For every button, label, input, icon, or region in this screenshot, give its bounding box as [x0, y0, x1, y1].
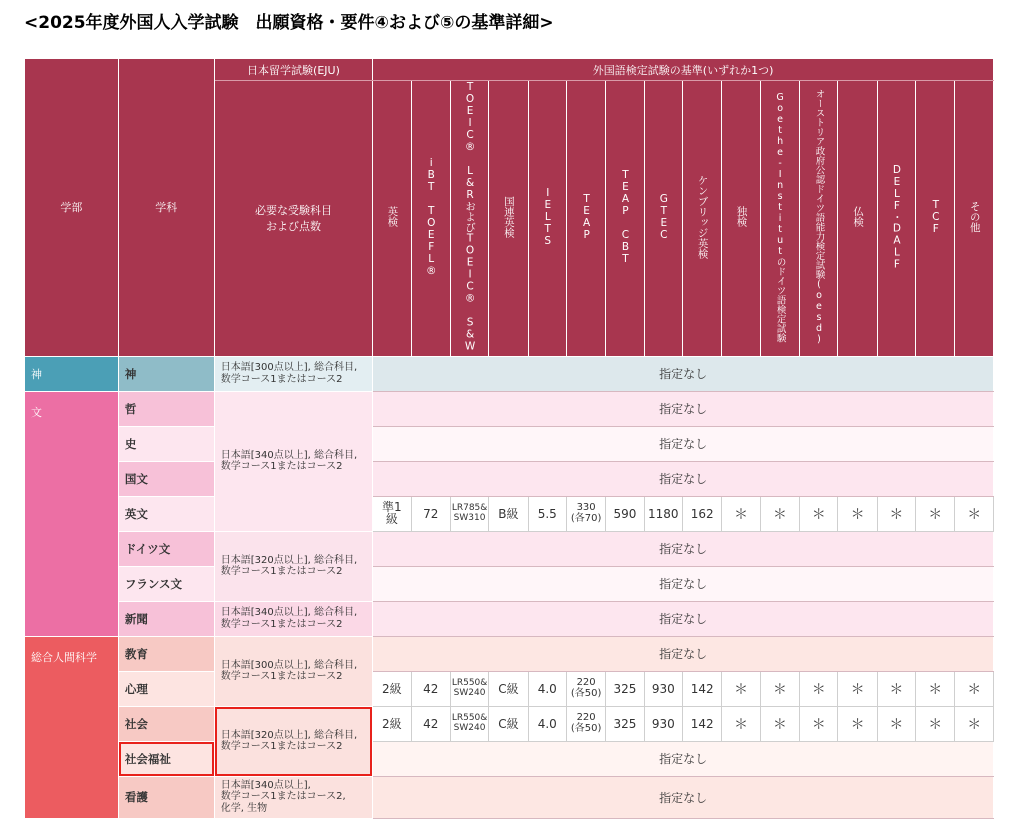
- page-title: <2025年度外国人入学試験 出願資格・要件④および⑤の基準詳細>: [24, 13, 554, 33]
- department-header: 学科: [118, 59, 214, 357]
- score-cambridge: 142: [682, 706, 721, 741]
- test-header-goethe: Goethe-Institutのドイツ語検定試験: [760, 81, 799, 357]
- dept-kokubun: 国文: [118, 461, 214, 496]
- score-toefl: 42: [411, 706, 450, 741]
- score-futsuken: ＊: [838, 671, 877, 706]
- score-teap: 330 (各70): [566, 496, 605, 531]
- score-eiken: 2級: [373, 671, 411, 706]
- eju-kami: 日本語[300点以上], 総合科目, 数学コース1またはコース2: [214, 356, 372, 391]
- dept-kango: 看護: [118, 776, 214, 818]
- no-designation: 指定なし: [373, 391, 994, 426]
- score-goethe: ＊: [760, 706, 799, 741]
- score-unef: C級: [489, 671, 528, 706]
- score-eiken: 2級: [373, 706, 411, 741]
- score-tcf: ＊: [916, 496, 955, 531]
- score-ielts: 4.0: [528, 706, 566, 741]
- score-gtec: 1180: [644, 496, 682, 531]
- no-designation: 指定なし: [373, 776, 994, 818]
- score-delf: ＊: [877, 496, 915, 531]
- score-other: ＊: [955, 671, 994, 706]
- score-ielts: 4.0: [528, 671, 566, 706]
- test-header-toeic: TOEIC® L&RおよびTOEIC® S&W: [450, 81, 488, 357]
- score-unef: C級: [489, 706, 528, 741]
- score-other: ＊: [955, 496, 994, 531]
- score-toefl: 42: [411, 671, 450, 706]
- score-teap: 220 (各50): [566, 706, 605, 741]
- test-header-futsuken: 仏検: [838, 81, 877, 357]
- no-designation: 指定なし: [373, 636, 994, 671]
- score-tcf: ＊: [916, 706, 955, 741]
- eju-group-header: 日本留学試験(EJU): [214, 59, 372, 81]
- score-toeic: LR550& SW240: [450, 671, 488, 706]
- test-header-ielts: IELTS: [528, 81, 566, 357]
- faculty-sogo: 総合人間科学: [25, 636, 119, 818]
- dept-shi: 史: [118, 426, 214, 461]
- test-header-teap: TEAP: [566, 81, 605, 357]
- no-designation: 指定なし: [373, 356, 994, 391]
- test-header-gtec: GTEC: [644, 81, 682, 357]
- score-teap-cbt: 590: [606, 496, 644, 531]
- score-other: ＊: [955, 706, 994, 741]
- no-designation: 指定なし: [373, 741, 994, 776]
- dept-doitsu: ドイツ文: [118, 531, 214, 566]
- test-header-toefl: iBT TOEFL®: [411, 81, 450, 357]
- no-designation: 指定なし: [373, 531, 994, 566]
- score-teap-cbt: 325: [606, 671, 644, 706]
- score-futsuken: ＊: [838, 496, 877, 531]
- score-delf: ＊: [877, 706, 915, 741]
- no-designation: 指定なし: [373, 601, 994, 636]
- score-oesd: ＊: [800, 671, 838, 706]
- score-goethe: ＊: [760, 671, 799, 706]
- dept-fukushi-highlighted: 社会福祉: [118, 741, 214, 776]
- no-designation: 指定なし: [373, 426, 994, 461]
- score-goethe: ＊: [760, 496, 799, 531]
- no-designation: 指定なし: [373, 566, 994, 601]
- score-dokken: ＊: [722, 496, 760, 531]
- score-toeic: LR550& SW240: [450, 706, 488, 741]
- score-oesd: ＊: [800, 706, 838, 741]
- score-eiken: 準1級: [373, 496, 411, 531]
- score-ielts: 5.5: [528, 496, 566, 531]
- criteria-table: [24, 58, 994, 819]
- test-header-unef: 国連英検: [489, 81, 528, 357]
- eju-kango: 日本語[340点以上], 数学コース1またはコース2, 化学, 生物: [214, 776, 372, 818]
- score-delf: ＊: [877, 671, 915, 706]
- score-oesd: ＊: [800, 496, 838, 531]
- score-toeic: LR785& SW310: [450, 496, 488, 531]
- faculty-kami: 神: [25, 356, 119, 391]
- eju-sogo-300: 日本語[300点以上], 総合科目, 数学コース1またはコース2: [214, 636, 372, 706]
- score-cambridge: 162: [682, 496, 721, 531]
- score-dokken: ＊: [722, 706, 760, 741]
- test-header-other: その他: [955, 81, 994, 357]
- dept-tetsu: 哲: [118, 391, 214, 426]
- test-header-eiken: 英検: [373, 81, 411, 357]
- dept-shinri: 心理: [118, 671, 214, 706]
- eju-sogo-320-highlighted: 日本語[320点以上], 総合科目, 数学コース1またはコース2: [214, 706, 372, 776]
- dept-france: フランス文: [118, 566, 214, 601]
- score-toefl: 72: [411, 496, 450, 531]
- score-tcf: ＊: [916, 671, 955, 706]
- test-header-oesd: オーストリア政府公認ドイツ語能力検定試験(oesd): [800, 81, 838, 357]
- dept-kyoiku: 教育: [118, 636, 214, 671]
- faculty-bun: 文: [25, 391, 119, 636]
- dept-kami: 神: [118, 356, 214, 391]
- score-gtec: 930: [644, 706, 682, 741]
- test-header-teap-cbt: TEAP CBT: [606, 81, 644, 357]
- score-gtec: 930: [644, 671, 682, 706]
- test-header-cambridge: ケンブリッジ英検: [682, 81, 721, 357]
- eju-bun-320: 日本語[320点以上], 総合科目, 数学コース1またはコース2: [214, 531, 372, 601]
- dept-shinbun: 新聞: [118, 601, 214, 636]
- eju-bun-340: 日本語[340点以上], 総合科目, 数学コース1またはコース2: [214, 391, 372, 531]
- dept-eibun: 英文: [118, 496, 214, 531]
- score-teap: 220 (各50): [566, 671, 605, 706]
- score-futsuken: ＊: [838, 706, 877, 741]
- faculty-header: 学部: [25, 59, 119, 357]
- dept-shakai: 社会: [118, 706, 214, 741]
- test-header-dokken: 独検: [722, 81, 760, 357]
- score-unef: B級: [489, 496, 528, 531]
- test-header-delf: DELF・DALF: [877, 81, 915, 357]
- score-dokken: ＊: [722, 671, 760, 706]
- eju-shinbun: 日本語[340点以上], 総合科目, 数学コース1またはコース2: [214, 601, 372, 636]
- foreign-test-group-header: 外国語検定試験の基準(いずれか1つ): [373, 59, 994, 81]
- no-designation: 指定なし: [373, 461, 994, 496]
- eju-subjects-header: 必要な受験科目 および点数: [214, 81, 372, 357]
- test-header-tcf: TCF: [916, 81, 955, 357]
- score-teap-cbt: 325: [606, 706, 644, 741]
- score-cambridge: 142: [682, 671, 721, 706]
